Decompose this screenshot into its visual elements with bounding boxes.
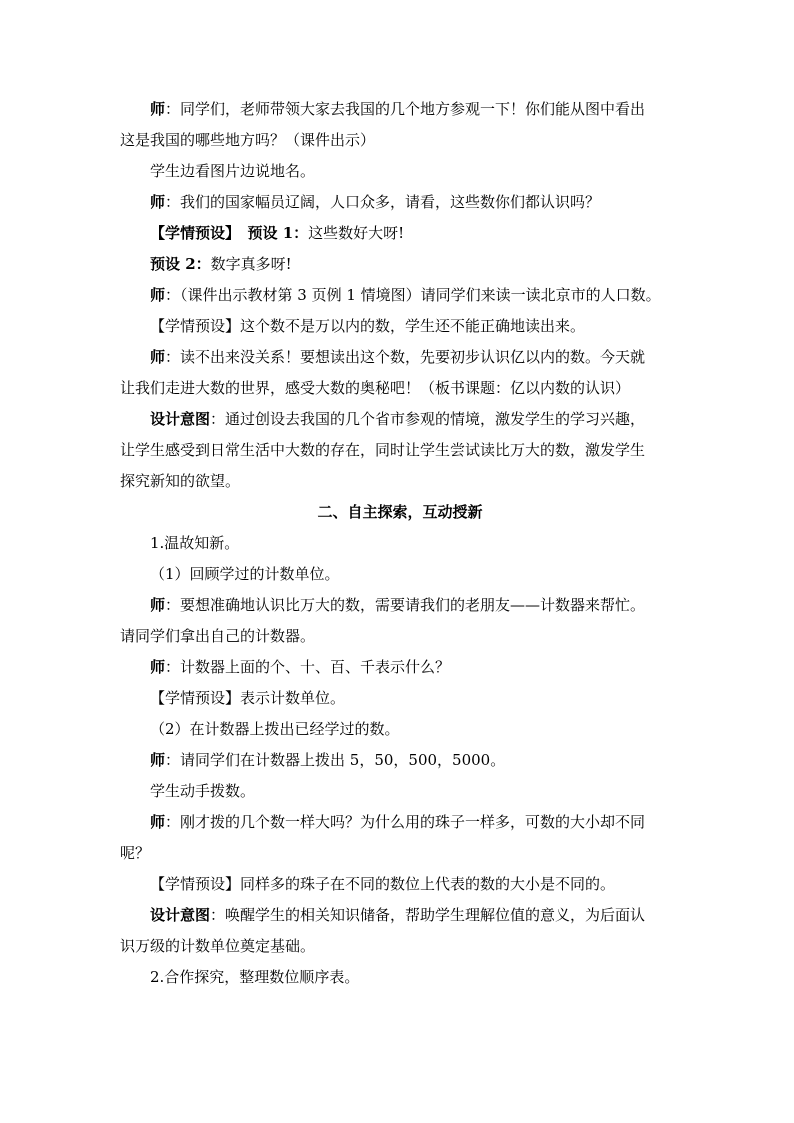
text-line <box>120 962 680 993</box>
line-text: 数字真多呀! <box>210 255 292 273</box>
speaker-label: 师 <box>150 813 166 831</box>
line-text: 呢？ <box>120 844 151 862</box>
text-line <box>120 714 680 745</box>
text-line <box>120 528 680 559</box>
text-line <box>120 869 680 900</box>
line-text: 请同学们拿出自己的计数器。 <box>120 627 316 645</box>
text-line <box>120 590 680 621</box>
text-line <box>120 559 680 590</box>
speaker-label: 师 <box>150 596 166 614</box>
line-text: ：读不出来没关系！要想读出这个数，先要初步认识亿以内的数。今天就 <box>165 348 646 366</box>
document-body <box>120 94 680 993</box>
line-text: ：通过创设去我国的几个省市参观的情境，激发学生的学习兴趣， <box>210 410 646 428</box>
line-text: 【学情预设】表示计数单位。 <box>150 689 346 707</box>
speaker-label: 师 <box>150 751 166 769</box>
speaker-label: 师 <box>150 193 166 211</box>
line-text: 这是我国的哪些地方吗？（课件出示） <box>120 131 376 149</box>
text-line <box>120 745 680 776</box>
speaker-label: 预设 2： <box>150 255 211 273</box>
text-line <box>120 187 680 218</box>
text-line <box>120 900 680 931</box>
text-line <box>120 838 680 869</box>
line-text: 1.温故知新。 <box>150 534 240 552</box>
speaker-label: 设计意图 <box>150 410 211 428</box>
text-line <box>120 404 680 435</box>
line-text: 让学生感受到日常生活中大数的存在，同时让学生尝试读比万大的数，激发学生 <box>120 441 646 459</box>
text-line <box>120 218 680 249</box>
text-line <box>120 931 680 962</box>
line-text: 2.合作探究，整理数位顺序表。 <box>150 968 360 986</box>
text-line <box>120 652 680 683</box>
speaker-label: 师 <box>150 348 166 366</box>
line-text: ：计数器上面的个、十、百、千表示什么？ <box>165 658 451 676</box>
line-text: 这些数好大呀! <box>308 224 405 242</box>
line-text: （2）在计数器上拨出已经学过的数。 <box>150 720 400 738</box>
text-line <box>120 311 680 342</box>
text-line <box>120 466 680 497</box>
speaker-label: 设计意图 <box>150 906 211 924</box>
line-text: ：刚才拨的几个数一样大吗？为什么用的珠子一样多，可数的大小却不同 <box>165 813 646 831</box>
text-line <box>120 807 680 838</box>
line-text: 二、自主探索，互动授新 <box>317 503 483 521</box>
line-text: ：请同学们在计数器上拨出 5，50，500，5000。 <box>165 751 506 769</box>
text-line <box>120 683 680 714</box>
line-text: 探究新知的欲望。 <box>120 472 241 490</box>
text-line <box>120 776 680 807</box>
line-text: ：要想准确地认识比万大的数，需要请我们的老朋友——计数器来帮忙。 <box>165 596 646 614</box>
line-text: ：同学们，老师带领大家去我国的几个地方参观一下！你们能从图中看出 <box>165 100 646 118</box>
line-text: 【学情预设】同样多的珠子在不同的数位上代表的数的大小是不同的。 <box>150 875 616 893</box>
line-text: ：我们的国家幅员辽阔，人口众多，请看，这些数你们都认识吗？ <box>165 193 601 211</box>
line-text: ：唤醒学生的相关知识储备，帮助学生理解位值的意义，为后面认 <box>210 906 646 924</box>
section-heading <box>120 497 680 528</box>
line-text: 识万级的计数单位奠定基础。 <box>120 937 316 955</box>
line-text: 让我们走进大数的世界，感受大数的奥秘吧！（板书课题：亿以内数的认识） <box>120 379 631 397</box>
text-line <box>120 621 680 652</box>
text-line <box>120 156 680 187</box>
speaker-label: 师 <box>150 658 166 676</box>
text-line <box>120 94 680 125</box>
speaker-label: 师 <box>150 100 166 118</box>
text-line <box>120 342 680 373</box>
speaker-label: 【学情预设】 预设 1： <box>150 224 309 242</box>
line-text: （1）回顾学过的计数单位。 <box>150 565 340 583</box>
line-text: ：（课件出示教材第 3 页例 1 情境图）请同学们来读一读北京市的人口数。 <box>165 286 661 304</box>
text-line <box>120 373 680 404</box>
line-text: 学生动手拨数。 <box>150 782 256 800</box>
text-line <box>120 125 680 156</box>
text-line <box>120 435 680 466</box>
speaker-label: 师 <box>150 286 166 304</box>
line-text: 学生边看图片边说地名。 <box>150 162 316 180</box>
text-line <box>120 249 680 280</box>
line-text: 【学情预设】这个数不是万以内的数，学生还不能正确地读出来。 <box>150 317 586 335</box>
text-line <box>120 280 680 311</box>
